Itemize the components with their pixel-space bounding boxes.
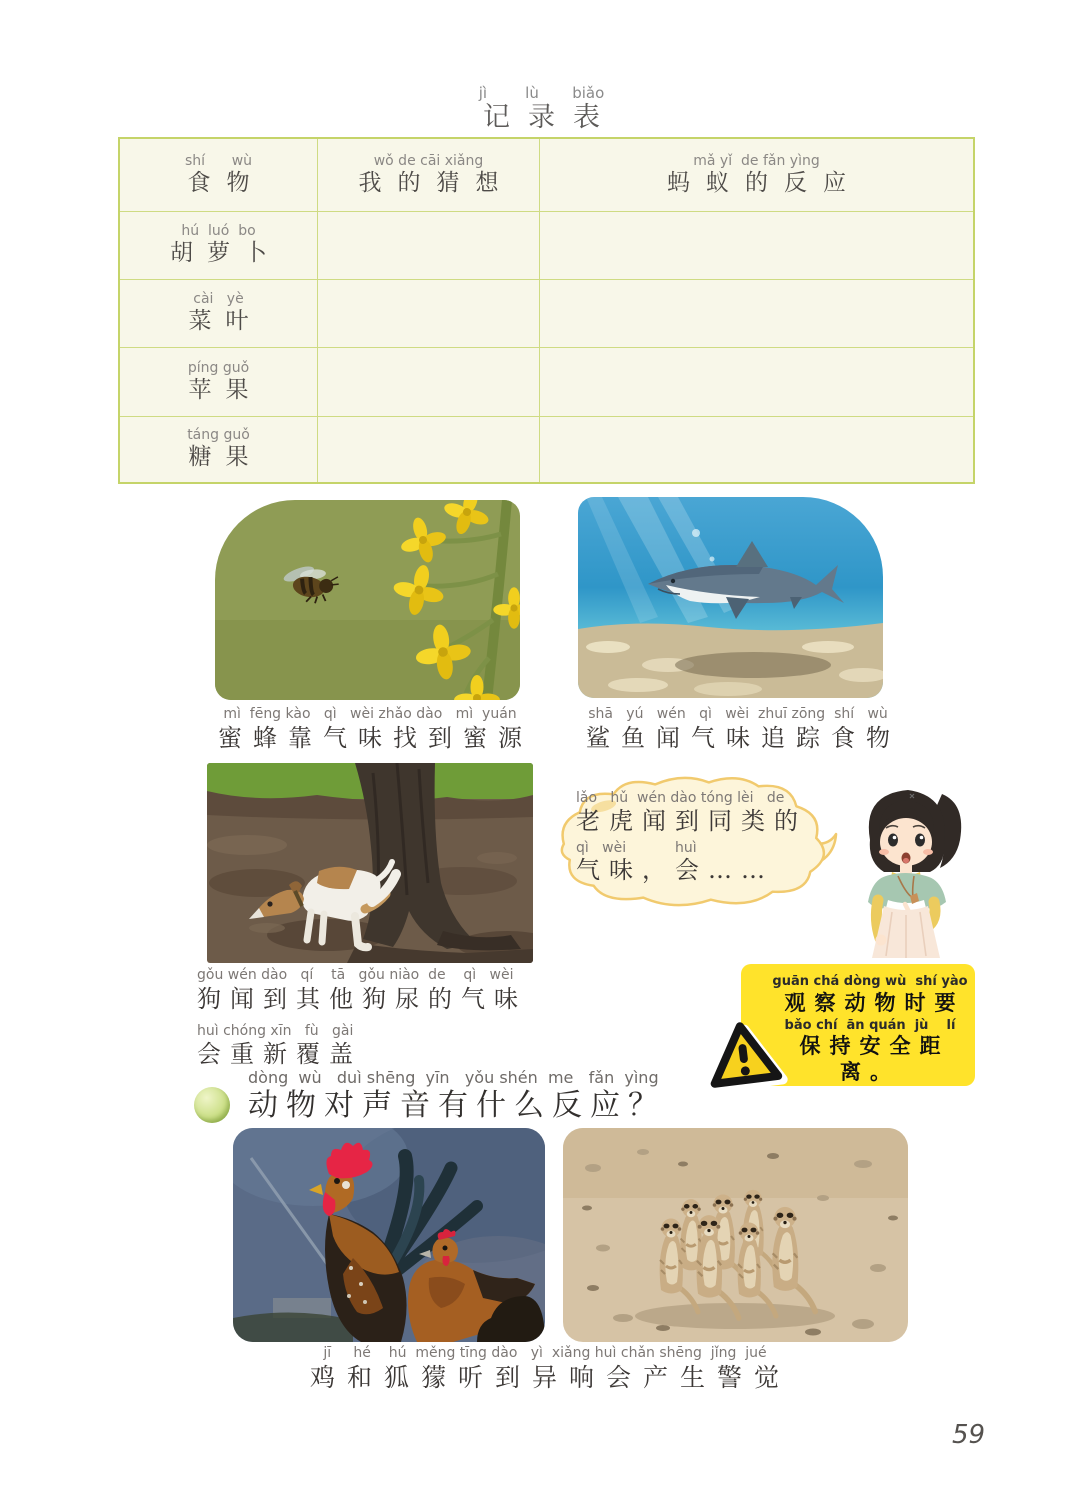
sound-caption — [150, 1345, 940, 1393]
girl-character — [826, 778, 988, 960]
sound-question-pinyin: dòng wù duì shēng yīn yǒu shén me fǎn yìng — [248, 1068, 659, 1087]
dog-caption-line1-pinyin: gǒu wén dào qí tā gǒu niào de qì wèi — [197, 967, 514, 983]
table-row-candy — [120, 417, 318, 482]
table-header-ant-reaction — [540, 139, 973, 212]
row-leaf-pinyin: cài yè — [193, 291, 244, 308]
safety-line2-pinyin: bǎo chí ān quán jù lí — [784, 1017, 956, 1033]
meerkat-figure — [563, 1128, 908, 1342]
shark-figure — [578, 497, 883, 698]
sound-question-hanzi: 动物对声音有什么反应？ — [248, 1088, 666, 1124]
bee-caption — [170, 706, 570, 753]
girl-illustration — [826, 778, 988, 960]
table-cell-blank — [540, 280, 973, 348]
dog-caption — [197, 967, 597, 1069]
bee-caption-pinyin: mì fēng kào qì wèi zhǎo dào mì yuán — [223, 706, 517, 722]
shark-shadow — [675, 652, 831, 678]
bee-photo — [215, 500, 520, 700]
title-hanzi: 记录表 — [483, 102, 618, 133]
header-food-pinyin: shí wù — [184, 152, 253, 169]
table-cell-blank — [540, 212, 973, 280]
table-row-leaf — [120, 280, 318, 348]
bubble-line1-hanzi: 老虎闻到同类的 — [576, 806, 807, 835]
page-title — [0, 84, 1083, 134]
shark-caption-pinyin: shā yú wén qì wèi zhuī zōng shí wù — [588, 706, 888, 722]
safety-line1-pinyin: guān chá dòng wù shí yào — [772, 974, 968, 989]
table-cell-blank — [318, 348, 540, 417]
safety-line2-hanzi: 保持安全距离。 — [799, 1033, 950, 1084]
row-candy-hanzi: 糖果 — [188, 444, 263, 471]
row-carrot-hanzi: 胡萝卜 — [170, 240, 281, 267]
record-table — [118, 137, 975, 484]
row-apple-pinyin: píng guǒ — [187, 359, 250, 376]
table-cell-blank — [540, 417, 973, 482]
dog-figure — [207, 763, 533, 963]
header-food-hanzi: 食物 — [187, 169, 266, 196]
row-carrot-pinyin: hú luó bo — [181, 223, 256, 240]
dog-caption-line2-hanzi: 会重新覆盖 — [197, 1040, 362, 1069]
tiger-bubble-text — [576, 790, 826, 885]
bee-caption-hanzi: 蜜蜂靠气味找到蜜源 — [218, 723, 533, 752]
safety-line1-hanzi: 观察动物时要 — [784, 989, 965, 1015]
shark-photo — [578, 497, 883, 698]
table-row-carrot — [120, 212, 318, 280]
header-guess-pinyin: wǒ de cāi xiǎng — [373, 152, 484, 169]
bee-figure — [215, 500, 520, 700]
dog-photo — [207, 763, 533, 963]
table-cell-blank — [318, 417, 540, 482]
dog-caption-line1-hanzi: 狗闻到其他狗尿的气味 — [197, 984, 527, 1013]
header-ant-hanzi: 蚂蚁的反应 — [667, 169, 862, 196]
table-header-food — [120, 139, 318, 212]
table-cell-blank — [318, 212, 540, 280]
sound-question — [248, 1068, 848, 1124]
page-number: 59 — [952, 1420, 986, 1450]
table-row-apple — [120, 348, 318, 417]
table-header-my-guess — [318, 139, 540, 212]
row-apple-hanzi: 苹果 — [188, 376, 263, 403]
tiger-speech-bubble — [540, 770, 848, 920]
bubble-line2-hanzi: 气味，会…… — [576, 856, 774, 885]
shark-caption — [553, 706, 923, 753]
row-leaf-hanzi: 菜叶 — [188, 308, 263, 335]
title-pinyin: jì lù biǎo — [478, 84, 605, 102]
rooster-photo — [233, 1128, 545, 1342]
meerkat-photo — [563, 1128, 908, 1342]
header-ant-pinyin: mǎ yǐ de fǎn yìng — [693, 152, 820, 169]
bubble-line2-pinyin: qì wèi huì — [576, 839, 697, 856]
table-cell-blank — [540, 348, 973, 417]
row-candy-pinyin: táng guǒ — [187, 427, 250, 444]
bubble-line1-pinyin: lǎo hǔ wén dào tóng lèi de — [576, 790, 785, 806]
dog-caption-line2-pinyin: huì chóng xīn fù gài — [197, 1022, 354, 1039]
sound-caption-hanzi: 鸡和狐獴听到异响会产生警觉 — [309, 1362, 791, 1392]
shark-caption-hanzi: 鲨鱼闻气味追踪食物 — [586, 723, 901, 752]
green-dot-bullet — [194, 1087, 230, 1123]
rooster-figure — [233, 1128, 545, 1342]
sound-caption-pinyin: jī hé hú měng tīng dào yì xiǎng huì chǎn shēng jǐng jué — [323, 1345, 767, 1361]
table-cell-blank — [318, 280, 540, 348]
header-guess-hanzi: 我的猜想 — [358, 169, 515, 196]
